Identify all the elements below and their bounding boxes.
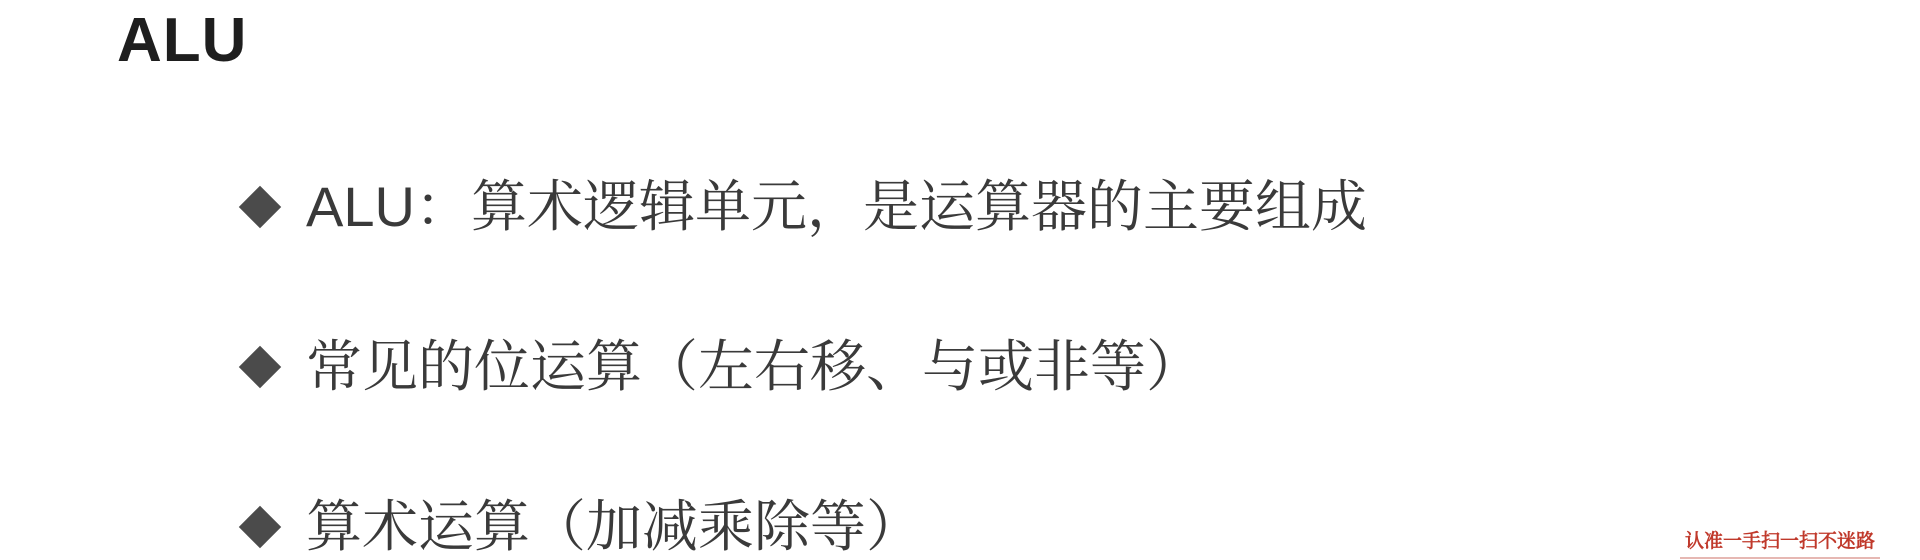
bullet-item [233,336,1367,398]
bullet-list [233,176,1367,558]
bullet-item [233,176,1367,238]
bullet-text: 算术运算（加减乘除等） [306,495,922,558]
bullet-item [233,496,1367,558]
slide-title: ALU [117,6,248,75]
diamond-bullet-icon [239,346,281,388]
watermark-underline [1680,557,1880,559]
diamond-bullet-icon [239,186,281,228]
bullet-text: 常见的位运算（左右移、与或非等） [306,335,1202,398]
bullet-text: ALU：算术逻辑单元，是运算器的主要组成 [306,175,1367,238]
diamond-bullet-icon [239,506,281,548]
watermark-text: 认准一手扫一扫不迷路 [1684,530,1875,552]
